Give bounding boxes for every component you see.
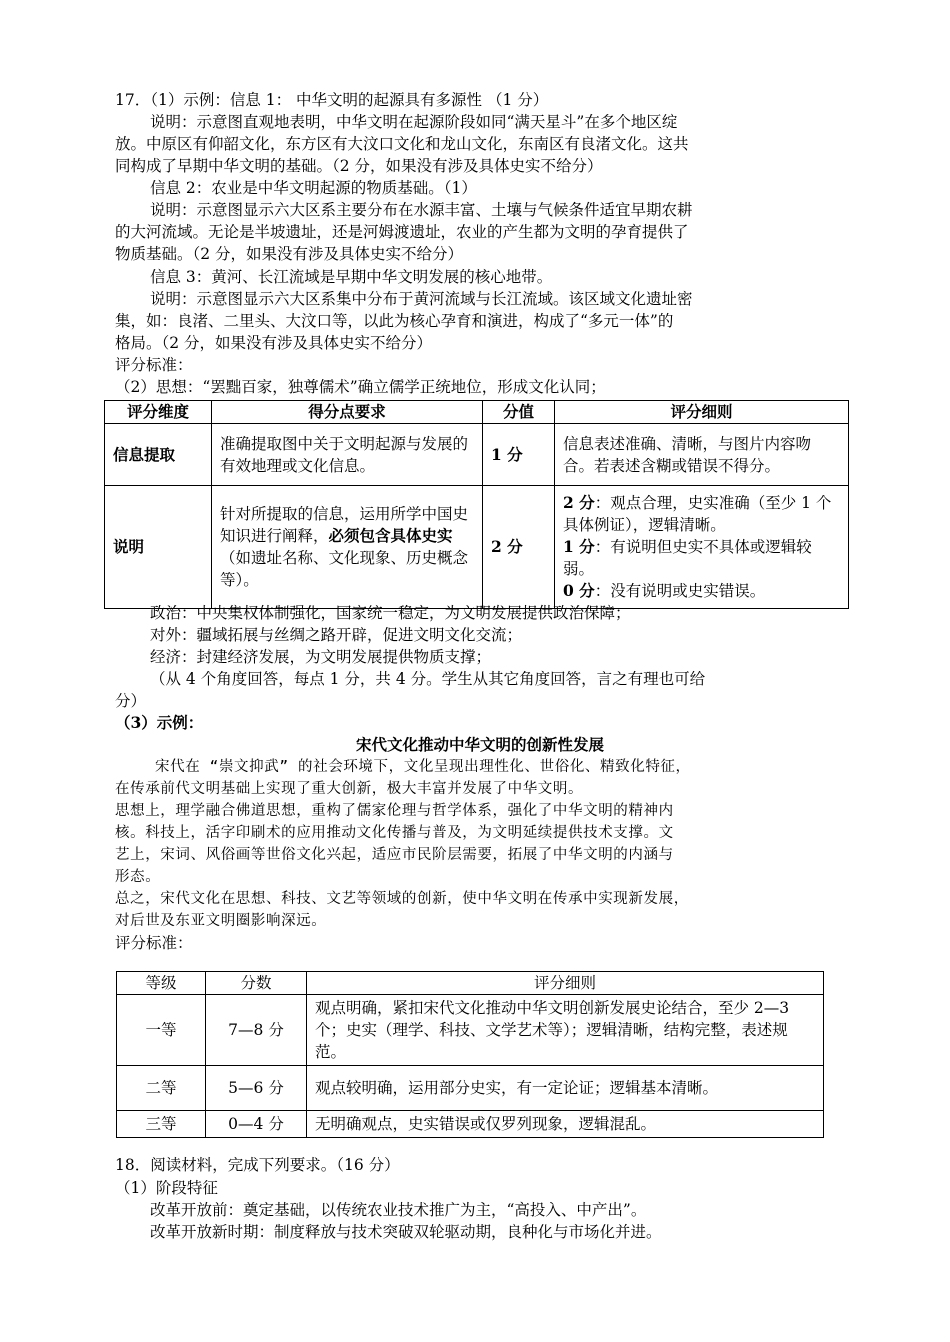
- q18-heading: 18．阅读材料，完成下列要求。（16 分）: [115, 1156, 400, 1174]
- table-cell-detail: 无明确观点，史实错误或仅罗列现象，逻辑混乱。: [307, 1111, 824, 1138]
- detail-score: 2 分: [563, 493, 595, 512]
- note-line: （从 4 个角度回答，每点 1 分，共 4 分。学生从其它角度回答，言之有理也可给: [150, 670, 706, 688]
- table-row: [117, 995, 824, 1066]
- essay-line: 艺上，宋词、风俗画等世俗文化兴起，适应市民阶层需要，拓展了中华文明的内涵与: [115, 847, 674, 863]
- requirement-text: （如遗址名称、文化现象、历史概念等）。: [220, 549, 469, 589]
- essay-line: 思想上，理学融合佛道思想，重构了儒家伦理与哲学体系，强化了中华文明的精神内: [115, 803, 674, 819]
- scoring-table-1: [104, 400, 849, 609]
- info1-desc-line: 说明：示意图直观地表明，中华文明在起源阶段如同“满天星斗”在多个地区绽: [150, 113, 678, 131]
- essay-title: 宋代文化推动中华文明的创新性发展: [355, 735, 604, 754]
- info2-desc-line: 说明：示意图显示六大区系主要分布在水源丰富、土壤与气候条件适宜早期农耕: [150, 201, 693, 219]
- essay-line: 总之，宋代文化在思想、科技、文艺等领域的创新，使中华文明在传承中实现新发展，: [115, 891, 689, 907]
- q18-after-line: 改革开放新时期：制度释放与技术突破双轮驱动期，良种化与市场化并进。: [150, 1223, 662, 1241]
- table-cell-detail: [555, 486, 849, 609]
- politics-line: 政治：中央集权体制强化，国家统一稳定，为文明发展提供政治保障；: [150, 604, 631, 622]
- table-header-cell: 等级: [117, 972, 206, 995]
- table-cell-grade: 三等: [117, 1111, 206, 1138]
- q17-heading: 17．（1）示例：信息 1： 中华文明的起源具有多源性 （1 分）: [115, 91, 549, 109]
- info1-desc-line: 放。中原区有仰韶文化，东方区有大汶口文化和龙山文化，东南区有良渚文化。这共: [115, 135, 689, 153]
- table-cell-dimension: 说明: [105, 486, 212, 609]
- table-header-cell: 分数: [206, 972, 307, 995]
- info3-desc-line: 说明：示意图显示六大区系集中分布于黄河流域与长江流域。该区域文化遗址密: [150, 290, 693, 308]
- requirement-emphasis: 必须包含具体史实: [328, 526, 453, 545]
- q18-part1-label: （1）阶段特征: [115, 1179, 218, 1197]
- table-cell-requirement: [212, 486, 483, 609]
- info3-desc-line: 集，如：良渚、二里头、大汶口等，以此为核心孕育和演进，构成了“多元一体”的: [115, 312, 674, 330]
- table-header-row: [105, 401, 849, 424]
- info2-desc-line: 的大河流域。无论是半坡遗址，还是河姆渡遗址，农业的产生都为文明的孕育提供了: [115, 223, 689, 241]
- detail-text: ：观点合理，史实准确（至少 1 个具体例证），逻辑清晰。: [563, 494, 832, 534]
- table-header-cell: 分值: [483, 401, 555, 424]
- essay-line: 核。科技上，活字印刷术的应用推动文化传播与普及，为文明延续提供技术支撑。文: [115, 825, 674, 841]
- table-header-cell: 得分点要求: [212, 401, 483, 424]
- table-header-cell: 评分维度: [105, 401, 212, 424]
- table-row: [117, 1111, 824, 1138]
- foreign-line: 对外：疆域拓展与丝绸之路开辟，促进文明文化交流；: [150, 626, 523, 644]
- part2-line: （2）思想：“罢黜百家，独尊儒术”确立儒学正统地位，形成文化认同；: [115, 378, 606, 396]
- scoring-label: 评分标准：: [115, 356, 193, 374]
- table-cell-detail: 信息表述准确、清晰，与图片内容吻合。若表述含糊或错误不得分。: [555, 424, 849, 486]
- table-row: [105, 486, 849, 609]
- requirement-text: 针对所提取的信息，运用所学中国史知识进行阐释，: [220, 505, 469, 545]
- scoring-label: 评分标准：: [115, 934, 193, 952]
- detail-score: 0 分: [563, 581, 595, 600]
- table-cell-score: 1 分: [483, 424, 555, 486]
- info2-line: 信息 2：农业是中华文明起源的物质基础。（1）: [150, 179, 477, 197]
- scoring-table-2: [116, 971, 824, 1138]
- table-cell-grade: 一等: [117, 995, 206, 1066]
- table-cell-score: 5—6 分: [206, 1066, 307, 1111]
- essay-line: 形态。: [115, 869, 161, 885]
- table-row: [105, 424, 849, 486]
- table-row: [117, 1066, 824, 1111]
- part3-label: （3）示例：: [115, 713, 204, 732]
- table-header-cell: 评分细则: [307, 972, 824, 995]
- economy-line: 经济：封建经济发展，为文明发展提供物质支撑；: [150, 648, 492, 666]
- table-cell-dimension: 信息提取: [105, 424, 212, 486]
- table-header-cell: 评分细则: [555, 401, 849, 424]
- table-cell-detail: 观点较明确，运用部分史实，有一定论证；逻辑基本清晰。: [307, 1066, 824, 1111]
- note-line: 分）: [115, 692, 147, 710]
- info3-line: 信息 3：黄河、长江流域是早期中华文明发展的核心地带。: [150, 268, 553, 286]
- q18-before-line: 改革开放前：奠定基础，以传统农业技术推广为主，“高投入、中产出”。: [150, 1201, 647, 1219]
- essay-line: 在传承前代文明基础上实现了重大创新，极大丰富并发展了中华文明。: [115, 781, 584, 797]
- table-cell-score: 0—4 分: [206, 1111, 307, 1138]
- essay-line: 对后世及东亚文明圈影响深远。: [115, 913, 327, 929]
- info1-desc-line: 同构成了早期中华文明的基础。（2 分，如果没有涉及具体史实不给分）: [115, 157, 603, 175]
- table-cell-score: 2 分: [483, 486, 555, 609]
- detail-text: ：有说明但史实不具体或逻辑较弱。: [563, 538, 812, 578]
- detail-score: 1 分: [563, 537, 595, 556]
- table-cell-detail: 观点明确，紧扣宋代文化推动中华文明创新发展史论结合，至少 2—3 个；史实（理学、科技、文学艺术等）；逻辑清晰，结构完整，表述规范。: [307, 995, 824, 1066]
- info2-desc-line: 物质基础。（2 分，如果没有涉及具体史实不给分）: [115, 245, 464, 263]
- table-header-row: [117, 972, 824, 995]
- table-cell-grade: 二等: [117, 1066, 206, 1111]
- info3-desc-line: 格局。（2 分，如果没有涉及具体史实不给分）: [115, 334, 433, 352]
- table-cell-requirement: 准确提取图中关于文明起源与发展的有效地理或文化信息。: [212, 424, 483, 486]
- table-cell-score: 7—8 分: [206, 995, 307, 1066]
- detail-text: ：没有说明或史实错误。: [594, 582, 766, 600]
- essay-line: 宋代在 “崇文抑武” 的社会环境下，文化呈现出理性化、世俗化、精致化特征，: [155, 759, 691, 775]
